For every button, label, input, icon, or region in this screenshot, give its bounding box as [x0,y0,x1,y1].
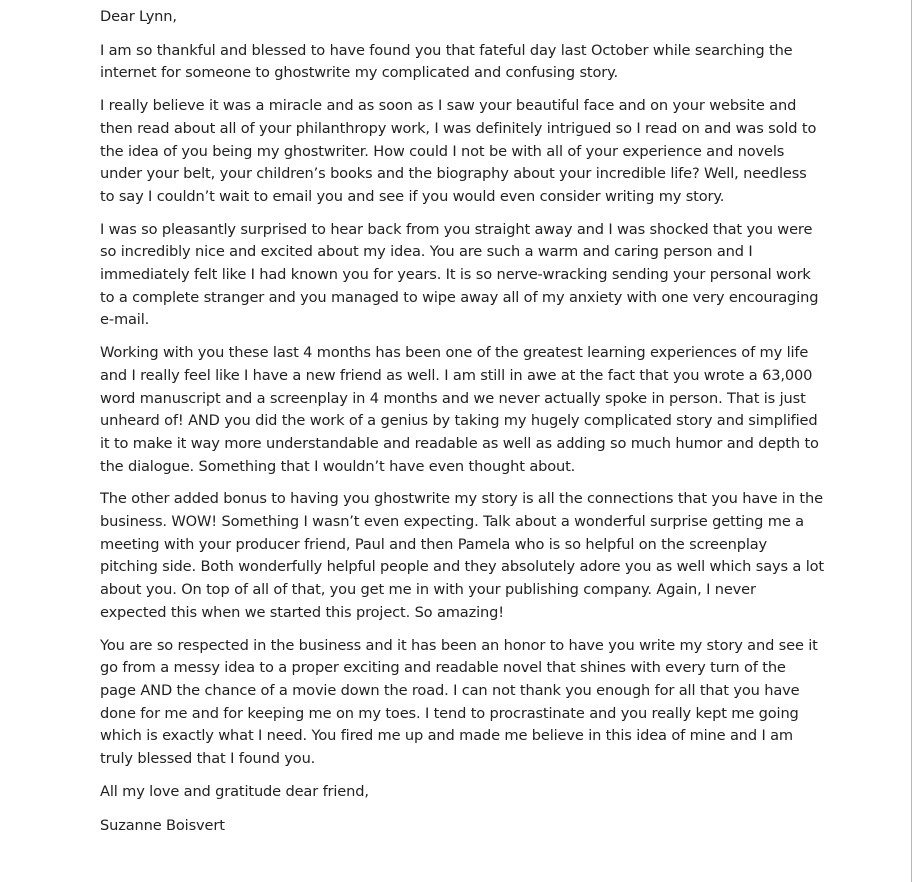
letter-body [100,6,824,837]
salutation: Dear Lynn, [100,8,177,25]
paragraph-3: I was so pleasantly surprised to hear back from you straight away and I was shocked that you were so incredibly nice and excited about my idea. You are such a warm and caring person and I immediately felt like I had known you for years. It is so nerve-wracking sending your personal work to a complete stranger and you managed to wipe away all of my anxiety with one very encouraging e-mail. [100,220,819,329]
signature: Suzanne Boisvert [100,816,225,834]
paragraph-5: The other added bonus to having you ghostwrite my story is all the connections that you have in the business. WOW! Something I wasn’t even expecting. Talk about a wonderful surprise getting me a meeting with your producer friend, Paul and then Pamela who is so helpful on the screenplay pitching side. Both wonderfully helpful people and they absolutely adore you as well which says a lot about you. On top of all of that, you get me in with your publishing company. Again, I never expected this when we started this project. So amazing! [100,490,824,621]
closing: All my love and gratitude dear friend, [100,782,369,800]
paragraph-2: I really believe it was a miracle and as soon as I saw your beautiful face and on your website and then read about all of your philanthropy work, I was definitely intrigued so I read on and was sold to the idea of you being my ghostwriter. How could I not be with all of your experience and novels under your belt, your children’s books and the biography about your incredible life? Well, needless to say I couldn’t wait to email you and see if you would even consider writing my story. [100,97,817,205]
paragraph-4: Working with you these last 4 months has been one of the greatest learning experiences of my life and I really feel like I have a new friend as well. I am still in awe at the fact that you wrote a 63,000 word manuscript and a screenplay in 4 months and we never actually spoke in person. That is just unheard of! AND you did the work of a genius by taking my hugely complicated story and simplified it to make it way more understandable and readable as well as adding so much humor and depth to the dialogue. Something that I wouldn’t have even thought about. [100,344,819,475]
paragraph-6: You are so respected in the business and it has been an honor to have you write my story and see it go from a messy idea to a proper exciting and readable novel that shines with every turn of the page AND the chance of a movie down the road. I can not thank you enough for all that you have done for me and for keeping me on my toes. I tend to procrastinate and you really kept me going which is exactly what I need. You fired me up and made me believe in this idea of mine and I am truly blessed that I found you. [100,636,818,768]
paragraph-1: I am so thankful and blessed to have found you that fateful day last October while searching the internet for someone to ghostwrite my complicated and confusing story. [100,41,793,82]
